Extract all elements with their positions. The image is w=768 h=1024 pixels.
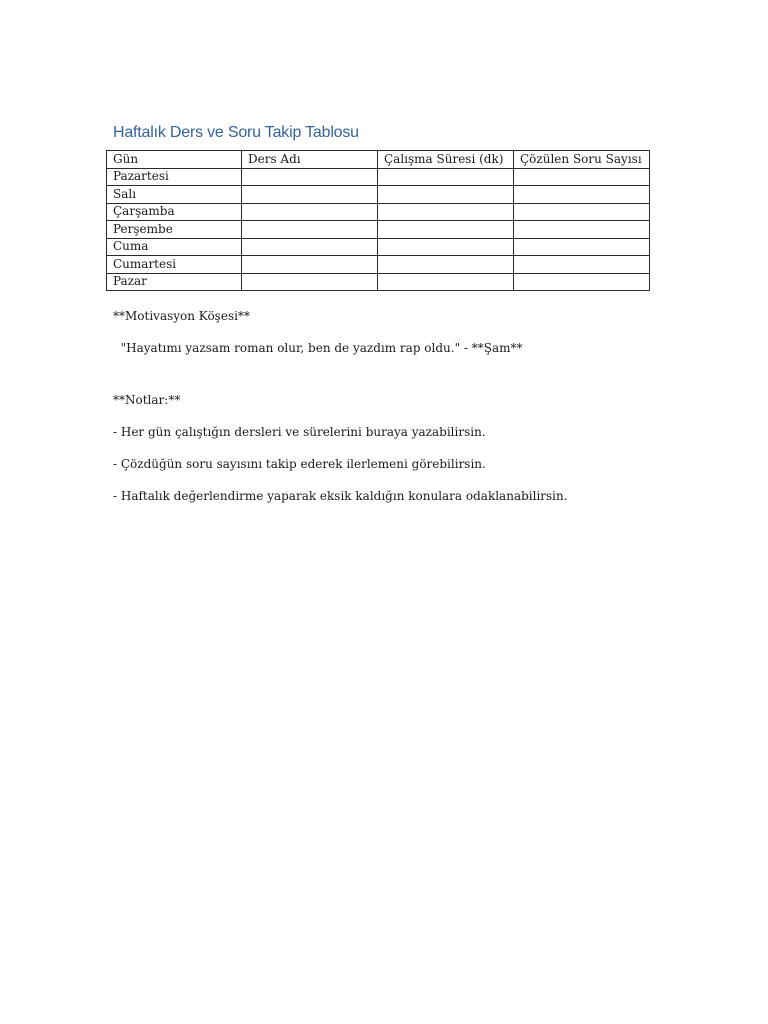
notes-heading: **Notlar:**	[113, 393, 181, 407]
header-study-duration: Çalışma Süresi (dk)	[378, 151, 514, 169]
table-row	[107, 168, 650, 186]
cell-day: Pazartesi	[107, 168, 242, 186]
cell-day: Çarşamba	[107, 203, 242, 221]
cell-study-duration	[378, 273, 514, 291]
cell-lesson-name	[242, 168, 378, 186]
header-day: Gün	[107, 151, 242, 169]
header-lesson-name: Ders Adı	[242, 151, 378, 169]
cell-study-duration	[378, 238, 514, 256]
cell-lesson-name	[242, 221, 378, 239]
note-item: - Haftalık değerlendirme yaparak eksik kaldığın konulara odaklanabilirsin.	[113, 489, 568, 503]
cell-lesson-name	[242, 186, 378, 204]
cell-lesson-name	[242, 203, 378, 221]
weekly-tracker-table	[106, 150, 650, 291]
table-header-row	[107, 151, 650, 169]
cell-study-duration	[378, 186, 514, 204]
cell-solved-questions	[514, 256, 650, 274]
table-row	[107, 273, 650, 291]
cell-solved-questions	[514, 221, 650, 239]
cell-day: Cumartesi	[107, 256, 242, 274]
cell-solved-questions	[514, 273, 650, 291]
cell-day: Salı	[107, 186, 242, 204]
header-solved-questions: Çözülen Soru Sayısı	[514, 151, 650, 169]
cell-lesson-name	[242, 238, 378, 256]
cell-solved-questions	[514, 238, 650, 256]
table-row	[107, 186, 650, 204]
cell-solved-questions	[514, 203, 650, 221]
cell-day: Pazar	[107, 273, 242, 291]
cell-solved-questions	[514, 168, 650, 186]
motivation-heading: **Motivasyon Köşesi**	[113, 309, 250, 323]
cell-day: Perşembe	[107, 221, 242, 239]
cell-solved-questions	[514, 186, 650, 204]
cell-lesson-name	[242, 256, 378, 274]
cell-study-duration	[378, 168, 514, 186]
note-item: - Çözdüğün soru sayısını takip ederek ilerlemeni görebilirsin.	[113, 457, 486, 471]
document-title: Haftalık Ders ve Soru Takip Tablosu	[113, 124, 359, 141]
note-item: - Her gün çalıştığın dersleri ve sürelerini buraya yazabilirsin.	[113, 425, 486, 439]
cell-day: Cuma	[107, 238, 242, 256]
cell-study-duration	[378, 203, 514, 221]
table-row	[107, 238, 650, 256]
table-row	[107, 256, 650, 274]
cell-lesson-name	[242, 273, 378, 291]
table-row	[107, 203, 650, 221]
motivation-quote: "Hayatımı yazsam roman olur, ben de yazdım rap oldu." - **Şam**	[113, 341, 523, 355]
table-row	[107, 221, 650, 239]
cell-study-duration	[378, 256, 514, 274]
cell-study-duration	[378, 221, 514, 239]
